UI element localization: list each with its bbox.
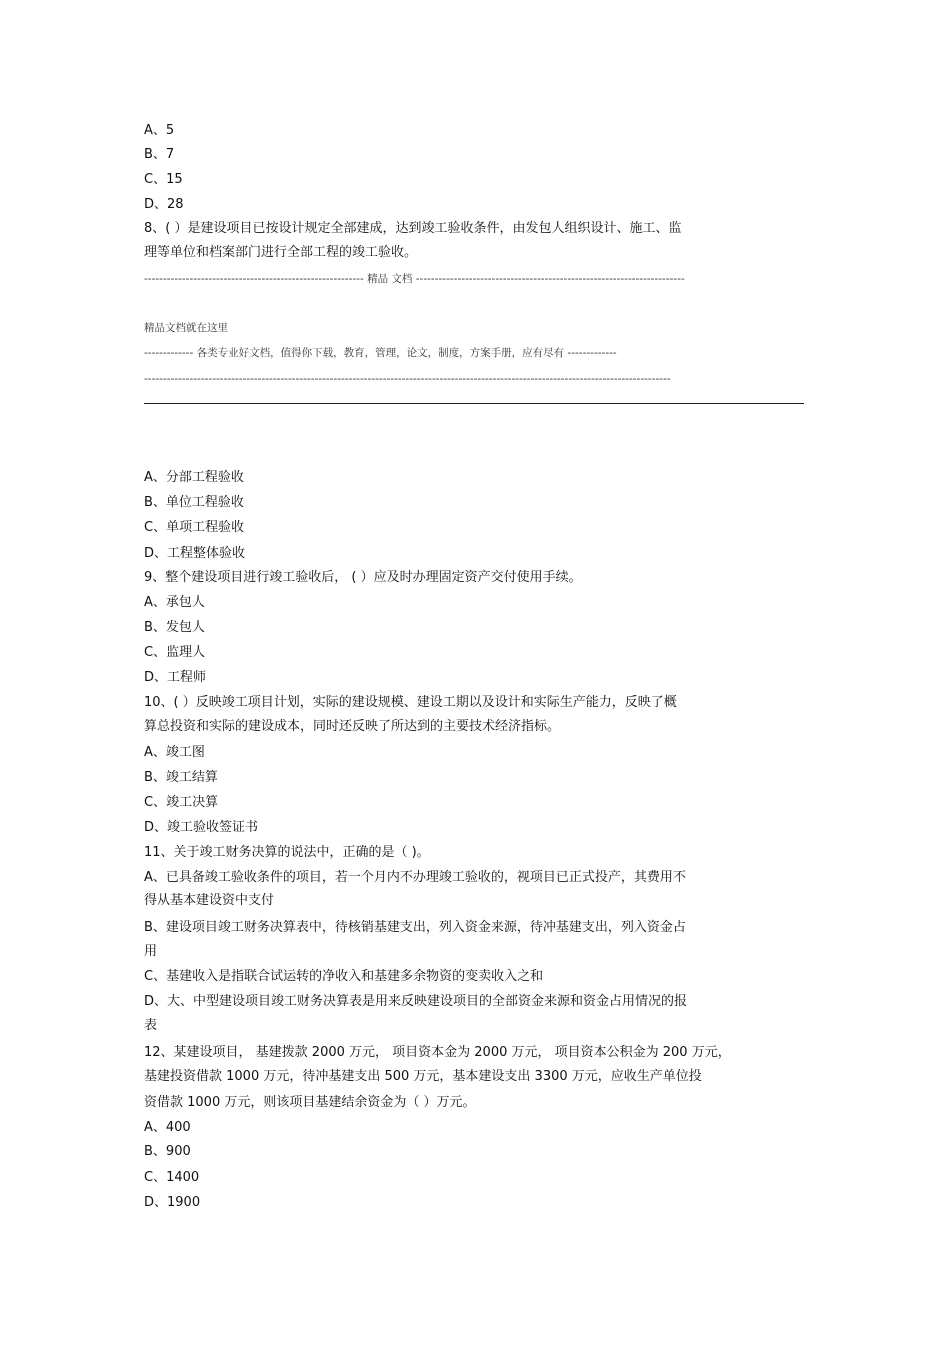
option-a: A、400 [144, 1120, 191, 1135]
footer-caption: 精品文档就在这里 [144, 322, 228, 334]
option-a-cont: 得从基本建设资中支付 [144, 893, 275, 908]
option-b: B、发包人 [144, 620, 205, 635]
option-d: D、工程师 [144, 670, 207, 685]
page-break-rule [144, 403, 804, 404]
option-b: B、900 [144, 1144, 191, 1159]
footer-divider: ---------------------------------------------------------- 精品 文档 ----------------------------------------------------------------------- [144, 273, 685, 285]
option-b: B、建设项目竣工财务决算表中，待核销基建支出，列入资金来源，待冲基建支出，列入资金占 [144, 920, 686, 935]
question-11: 11、关于竣工财务决算的说法中，正确的是（ )。 [144, 845, 430, 860]
question-12: 12、某建设项目， 基建拨款 2000 万元， 项目资本金为 2000 万元， 项目资本公积金为 200 万元， [144, 1045, 731, 1060]
footer-dashes: ------------------------------------------------------------------------------------------------------------------------------------------- [144, 373, 671, 385]
question-12-cont: 基建投资借款 1000 万元，待冲基建支出 500 万元，基本建设支出 3300 万元，应收生产单位投 [144, 1069, 702, 1084]
question-8-cont: 理等单位和档案部门进行全部工程的竣工验收。 [144, 245, 418, 260]
question-12-cont2: 资借款 1000 万元，则该项目基建结余资金为（ ）万元。 [144, 1095, 476, 1110]
option-b: B、单位工程验收 [144, 495, 244, 510]
question-10: 10、( ）反映竣工项目计划，实际的建设规模、建设工期以及设计和实际生产能力，反映了概 [144, 695, 677, 710]
option-b: B、7 [144, 147, 175, 162]
question-8: 8、( ）是建设项目已按设计规定全部建成，达到竣工验收条件，由发包人组织设计、施工、监 [144, 221, 682, 236]
option-c: C、基建收入是指联合试运转的净收入和基建多余物资的变卖收入之和 [144, 969, 544, 984]
option-a: A、分部工程验收 [144, 470, 244, 485]
option-d: D、工程整体验收 [144, 546, 246, 561]
option-d-cont: 表 [144, 1018, 158, 1033]
option-b-cont: 用 [144, 944, 158, 959]
option-a: A、竣工图 [144, 745, 205, 760]
option-c: C、竣工决算 [144, 795, 219, 810]
option-d: D、大、中型建设项目竣工财务决算表是用来反映建设项目的全部资金来源和资金占用情况的报 [144, 994, 688, 1009]
option-c: C、监理人 [144, 645, 206, 660]
option-d: D、1900 [144, 1195, 201, 1210]
question-10-cont: 算总投资和实际的建设成本，同时还反映了所达到的主要技术经济指标。 [144, 719, 561, 734]
option-c: C、单项工程验收 [144, 520, 245, 535]
option-d: D、28 [144, 197, 184, 212]
option-a: A、5 [144, 123, 175, 138]
option-b: B、竣工结算 [144, 770, 218, 785]
option-d: D、竣工验收签证书 [144, 820, 259, 835]
option-c: C、1400 [144, 1170, 200, 1185]
footer-promo: ------------- 各类专业好文档，值得你下载，教育，管理，论文，制度，方案手册，应有尽有 ------------- [144, 347, 617, 359]
option-a: A、承包人 [144, 595, 205, 610]
option-a: A、已具备竣工验收条件的项目，若一个月内不办理竣工验收的，视项目已正式投产，其费用不 [144, 870, 686, 885]
question-9: 9、整个建设项目进行竣工验收后， ( ）应及时办理固定资产交付使用手续。 [144, 570, 582, 585]
option-c: C、15 [144, 172, 183, 187]
